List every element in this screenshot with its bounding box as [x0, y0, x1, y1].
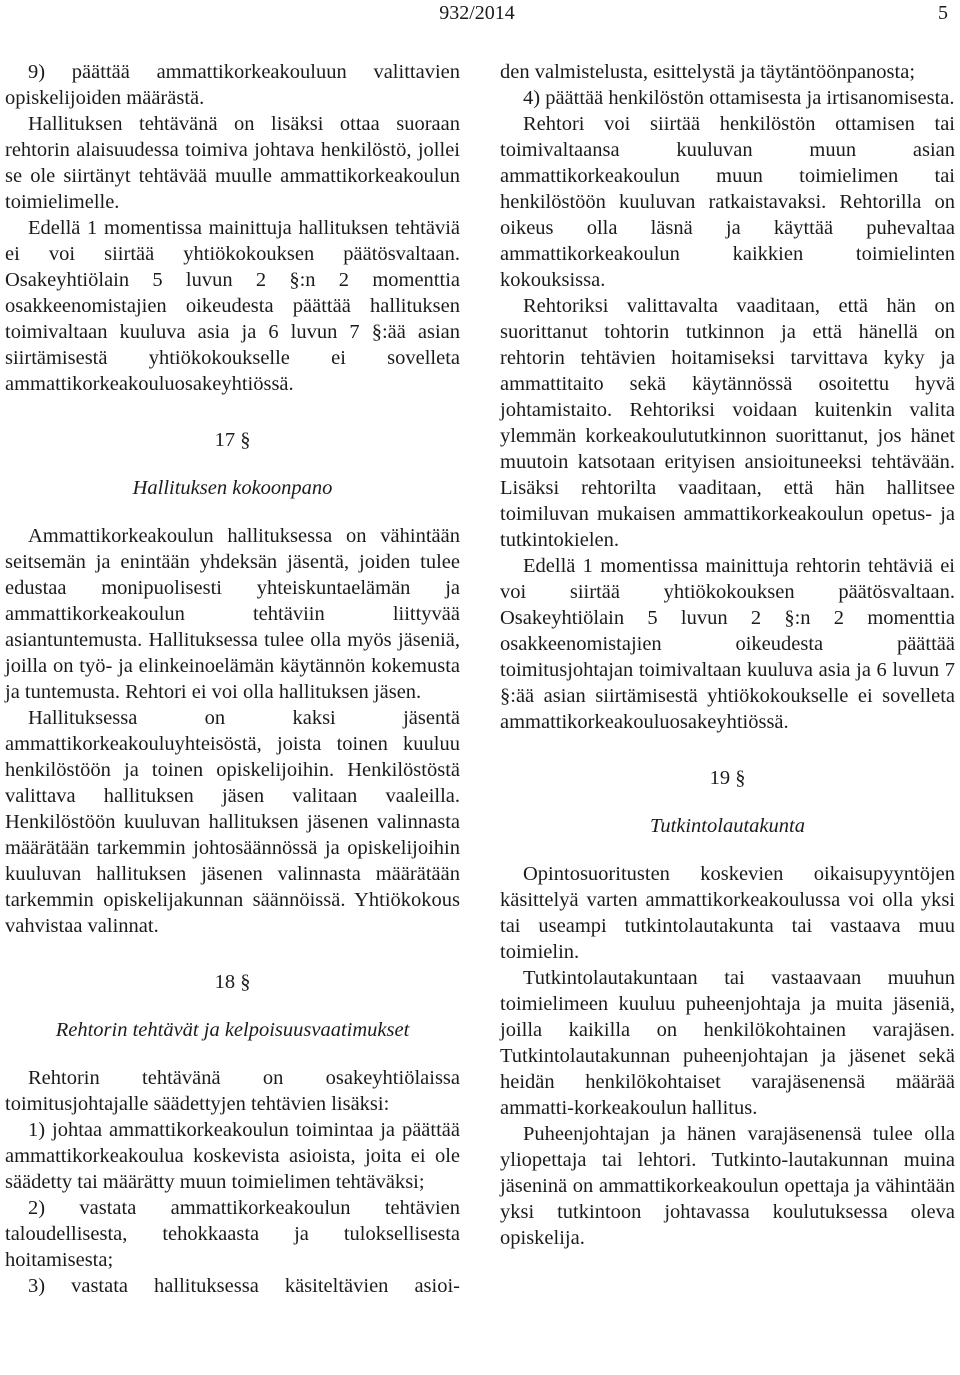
list-item-18-4: 4) päättää henkilöstön ottamisesta ja irtisanomisesta.	[523, 87, 955, 109]
paragraph-18-2: Rehtori voi siirtää henkilöstön ottamisen tai toimivaltaansa kuuluvan muun asian ammattikorkeakoulun muun toimielimen tai henkilöstöön kuuluvan ratkaistavaksi. Rehtorilla on oikeus olla läsnä ja käyttää puhevaltaa ammattikorkeakoulun kaikkien toimielinten kokouksissa.	[500, 113, 955, 291]
paragraph-17-2: Hallituksessa on kaksi jäsentä ammattikorkeakouluyhteisöstä, joista toinen kuuluu henkilöstöön ja toinen opiskelijoihin. Henkilöstöstä valittava hallituksen jäsen valitaan vaaleilla. Henkilöstöön kuuluvan hallituksen jäsenen valinnasta määrätään tarkemmin johtosäännössä ja opiskelijoihin kuuluvan hallituksen jäsenen valinnasta määrätään tarkemmin opiskelijakunnan säännöissä. Yhtiökokous vahvistaa valinnat.	[5, 707, 460, 937]
list-item-18-3-start: 3) vastata hallituksessa käsiteltävien asioi-	[28, 1275, 460, 1297]
section-17-number: 17 §	[214, 429, 251, 451]
paragraph-board-nontransferable: Edellä 1 momentissa mainittuja hallituksen tehtäviä ei voi siirtää yhtiökokouksen päätösvaltaan. Osakeyhtiölain 5 luvun 2 §:n 2 momenttia osakkeenomistajien oikeudesta päättää hallituksen toimivaltaan kuuluva asia ja 6 luvun 7 §:ää asian siirtämisestä yhtiökokoukselle ei sovelleta ammattikorkeakouluosakeyhtiössä.	[5, 217, 460, 395]
paragraph-18-4: Edellä 1 momentissa mainittuja rehtorin tehtäviä ei voi siirtää yhtiökokouksen päätösvaltaan. Osakeyhtiölain 5 luvun 2 §:n 2 momenttia osakkeenomistajien oikeudesta päättää toimitusjohtajan toimivaltaan kuuluva asia ja 6 luvun 7 §:ää asian siirtämisestä yhtiökokoukselle ei sovelleta ammattikorkeakouluosakeyhtiössä.	[500, 555, 955, 733]
list-item-9: 9) päättää ammattikorkeakouluun valittavien opiskelijoiden määrästä.	[5, 61, 460, 109]
paragraph-18-intro: Rehtorin tehtävänä on osakeyhtiölaissa toimitusjohtajalle säädettyjen tehtävien lisäksi:	[5, 1067, 460, 1115]
left-column	[5, 59, 460, 1299]
section-17-title: Hallituksen kokoonpano	[132, 477, 333, 499]
paragraph-19-2: Tutkintolautakuntaan tai vastaavaan muuhun toimielimeen kuuluu puheenjohtaja ja muita jäseniä, joilla kaikilla on henkilökohtainen varajäsen. Tutkintolautakunnan puheenjohtajan ja jäsenet sekä heidän henkilökohtaiset varajäsenensä määrää ammatti-korkeakoulun hallitus.	[500, 967, 955, 1119]
list-item-18-1: 1) johtaa ammattikorkeakoulun toimintaa ja päättää ammattikorkeakoulua koskevista asioista, joita ei ole säädetty tai määrätty muun toimielimen tehtäväksi;	[5, 1119, 460, 1193]
paragraph-board-staff: Hallituksen tehtävänä on lisäksi ottaa suoraan rehtorin alaisuudessa toimiva johtava henkilöstö, jollei se ole siirtänyt tehtävää muulle ammattikorkeakoulun toimielimelle.	[5, 113, 460, 213]
header-document-number: 932/2014	[439, 2, 515, 24]
list-item-18-3-end: den valmistelusta, esittelystä ja täytäntöönpanosta;	[500, 61, 916, 83]
list-item-18-2: 2) vastata ammattikorkeakoulun tehtävien taloudellisesta, tehokkaasta ja tuloksellisesta hoitamisesta;	[5, 1197, 460, 1271]
section-19-title: Tutkintolautakunta	[650, 815, 805, 837]
paragraph-19-3: Puheenjohtajan ja hänen varajäsenensä tulee olla yliopettaja tai lehtori. Tutkinto-lautakunnan muina jäseninä on ammattikorkeakoulun opettaja ja vähintään yksi tutkintoon johtavassa koulutuksessa oleva opiskelija.	[500, 1123, 955, 1249]
header-page-number: 5	[938, 2, 948, 24]
paragraph-18-3: Rehtoriksi valittavalta vaaditaan, että hän on suorittanut tohtorin tutkinnon ja että hänellä on rehtorin tehtävien hoitamiseksi tarvittava kyky ja ammattitaito sekä käytännössä osoitettu hyvä johtamistaito. Rehtoriksi voidaan kuitenkin valita ylemmän korkeakoulututkinnon suorittanut, jos hänet muutoin katsotaan erityisen ansioituneeksi tehtävään. Lisäksi rehtorilta vaaditaan, että hän hallitsee toimiluvan mukaisen ammattikorkeakoulun opetus- ja tutkintokielen.	[500, 295, 955, 551]
right-column	[500, 59, 955, 1251]
section-18-title: Rehtorin tehtävät ja kelpoisuusvaatimukset	[55, 1019, 410, 1041]
paragraph-19-1: Opintosuoritusten koskevien oikaisupyyntöjen käsittelyä varten ammattikorkeakoulussa voi olla yksi tai useampi tutkintolautakunta tai vastaava muu toimielin.	[500, 863, 955, 963]
paragraph-17-1: Ammattikorkeakoulun hallituksessa on vähintään seitsemän ja enintään yhdeksän jäsentä, joiden tulee edustaa monipuolisesti yhteiskuntaelämän ja ammattikorkeakoulun tehtäviin liittyvää asiantuntemusta. Hallituksessa tulee olla myös jäseniä, joilla on työ- ja elinkeinoelämän käytännön kokemusta ja tuntemusta. Rehtori ei voi olla hallituksen jäsen.	[5, 525, 460, 703]
section-18-number: 18 §	[214, 971, 251, 993]
section-19-number: 19 §	[709, 767, 746, 789]
